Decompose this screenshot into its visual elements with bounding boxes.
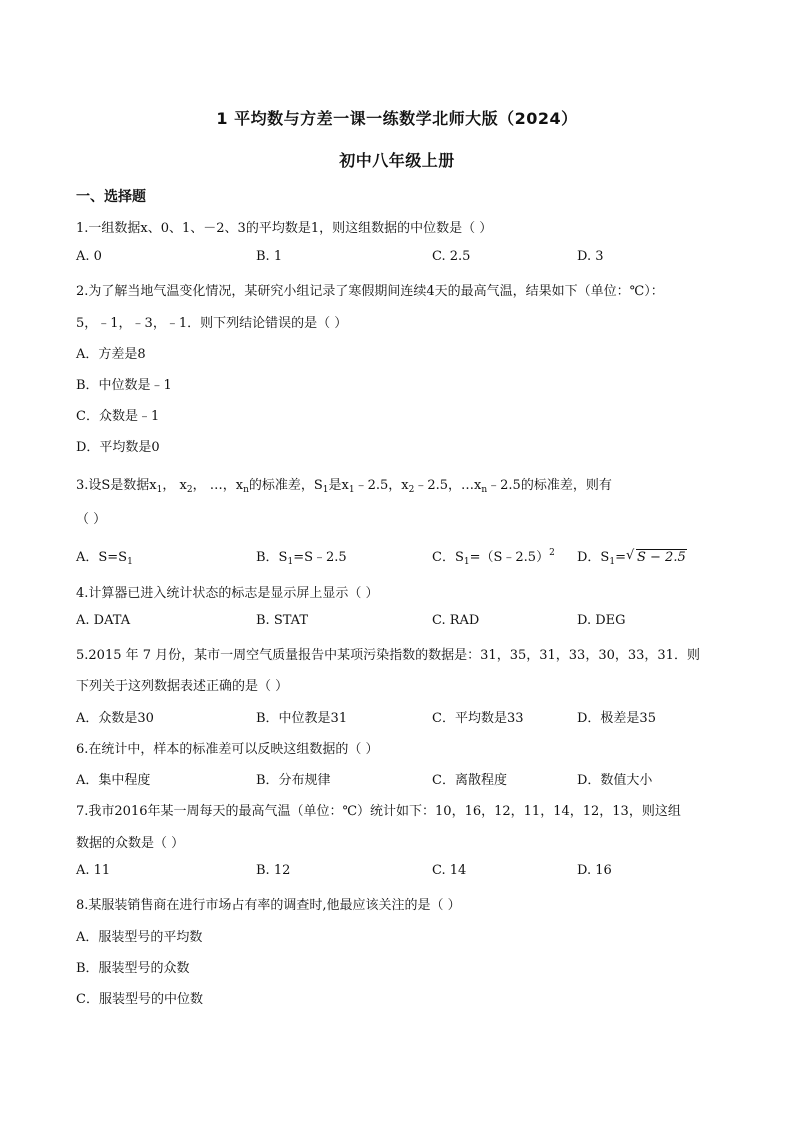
question-1-stem: 1.一组数据x、0、1、－2、3的平均数是1，则这组数据的中位数是（ ） (76, 221, 493, 236)
question-6-option-c: C．离散程度 (432, 773, 507, 788)
q3-text: ﹣2.5，…x (414, 478, 482, 493)
question-5-stem-line1: 5.2015 年 7 月份，某市一周空气质量报告中某项污染指数的数据是：31，35，31，33，30，33，31．则 (76, 648, 700, 663)
question-1-option-d: D. 3 (577, 249, 604, 264)
question-5-stem-line2: 下列关于这列数据表述正确的是（ ） (76, 679, 289, 694)
question-3-option-d (577, 546, 687, 567)
q3-opt-text: =（S﹣2.5） (469, 550, 550, 565)
question-2-stem-line2: 5，﹣1，﹣3，﹣1．则下列结论错误的是（ ） (76, 316, 348, 331)
q3-opt-text: =S﹣2.5 (293, 550, 347, 565)
question-7-stem-line2: 数据的众数是（ ） (76, 836, 185, 851)
question-6-option-d: D．数值大小 (577, 773, 653, 788)
q3-sub: 1 (156, 485, 163, 495)
q3-opt-sup: 2 (549, 548, 555, 558)
q3-text: ﹣2.5的标准差，则有 (487, 478, 612, 493)
q3-opt-sub: 1 (127, 557, 133, 567)
question-6-option-b: B．分布规律 (256, 773, 331, 788)
question-6-option-a: A．集中程度 (76, 773, 151, 788)
question-8-option-b: B．服装型号的众数 (76, 961, 190, 976)
page-title: 1 平均数与方差一课一练数学北师大版（2024） (216, 109, 578, 128)
q3-sub: n (243, 485, 249, 495)
question-4-option-b: B. STAT (256, 613, 309, 628)
section-heading: 一、选择题 (76, 189, 146, 205)
q3-text: ， x (162, 478, 187, 493)
q3-sub: 2 (408, 485, 415, 495)
question-4-stem: 4.计算器已进入统计状态的标志是显示屏上显示（ ） (76, 586, 379, 601)
question-8-option-a: A．服装型号的平均数 (76, 930, 203, 945)
q3-sub: 2 (186, 485, 193, 495)
q3-opt-text: B．S (256, 550, 288, 565)
q3-opt-text: = (615, 550, 626, 565)
question-5-option-b: B．中位教是31 (256, 711, 348, 726)
q3-text: ﹣2.5，x (354, 478, 409, 493)
question-2-option-b: B．中位数是﹣1 (76, 378, 172, 393)
radical-sign: √ (625, 548, 635, 563)
question-3-option-c (432, 546, 555, 567)
page-subtitle: 初中八年级上册 (339, 151, 455, 170)
q3-opt-sub: 1 (463, 557, 470, 567)
question-5-option-a: A．众数是30 (76, 711, 154, 726)
question-7-option-d: D. 16 (577, 863, 612, 878)
question-4-option-c: C. RAD (432, 613, 480, 628)
question-8-stem: 8.某服装销售商在进行市场占有率的调查时,他最应该关注的是（ ） (76, 898, 461, 913)
q3-text: 是x (328, 478, 349, 493)
q3-sub: 1 (348, 485, 355, 495)
question-4-option-d: D. DEG (577, 613, 626, 628)
question-3-option-a (76, 546, 133, 567)
q3-sub: n (481, 485, 488, 495)
q3-sub: 1 (322, 485, 329, 495)
q3-text: 3.设S是数据x (76, 478, 157, 493)
question-2-stem-line1: 2.为了解当地气温变化情况，某研究小组记录了寒假期间连续4天的最高气温，结果如下（单位：℃）： (76, 284, 664, 299)
question-2-option-d: D．平均数是0 (76, 440, 160, 455)
question-2-option-a: A．方差是8 (76, 347, 146, 362)
q3-opt-text: D．S (577, 550, 610, 565)
question-3-stem-line1 (76, 474, 612, 495)
q3-text: ， …，x (192, 478, 244, 493)
question-5-option-d: D．极差是35 (577, 711, 656, 726)
question-6-stem: 6.在统计中，样本的标准差可以反映这组数据的（ ） (76, 742, 379, 757)
question-4-option-a: A. DATA (76, 613, 131, 628)
question-7-option-b: B. 12 (256, 863, 291, 878)
q3-opt-text: A．S=S (76, 550, 128, 565)
radicand: S − 2.5 (636, 550, 686, 565)
question-1-option-c: C. 2.5 (432, 249, 471, 264)
question-1-option-b: B. 1 (256, 249, 283, 264)
question-5-option-c: C．平均数是33 (432, 711, 524, 726)
q3-opt-sub: 1 (609, 557, 616, 567)
q3-opt-text: C．S (432, 550, 464, 565)
question-3-option-b (256, 546, 347, 567)
question-7-option-c: C. 14 (432, 863, 467, 878)
question-7-option-a: A. 11 (76, 863, 111, 878)
q3-text: 的标准差，S (248, 478, 323, 493)
question-1-option-a: A. 0 (76, 249, 102, 264)
square-root (626, 550, 687, 565)
question-2-option-c: C．众数是﹣1 (76, 409, 160, 424)
question-8-option-c: C．服装型号的中位数 (76, 992, 203, 1007)
question-7-stem-line1: 7.我市2016年某一周每天的最高气温（单位：℃）统计如下：10，16，12，11，14，12，13，则这组 (76, 804, 681, 819)
question-3-stem-line2: （ ） (76, 512, 107, 527)
q3-opt-sub: 1 (287, 557, 294, 567)
